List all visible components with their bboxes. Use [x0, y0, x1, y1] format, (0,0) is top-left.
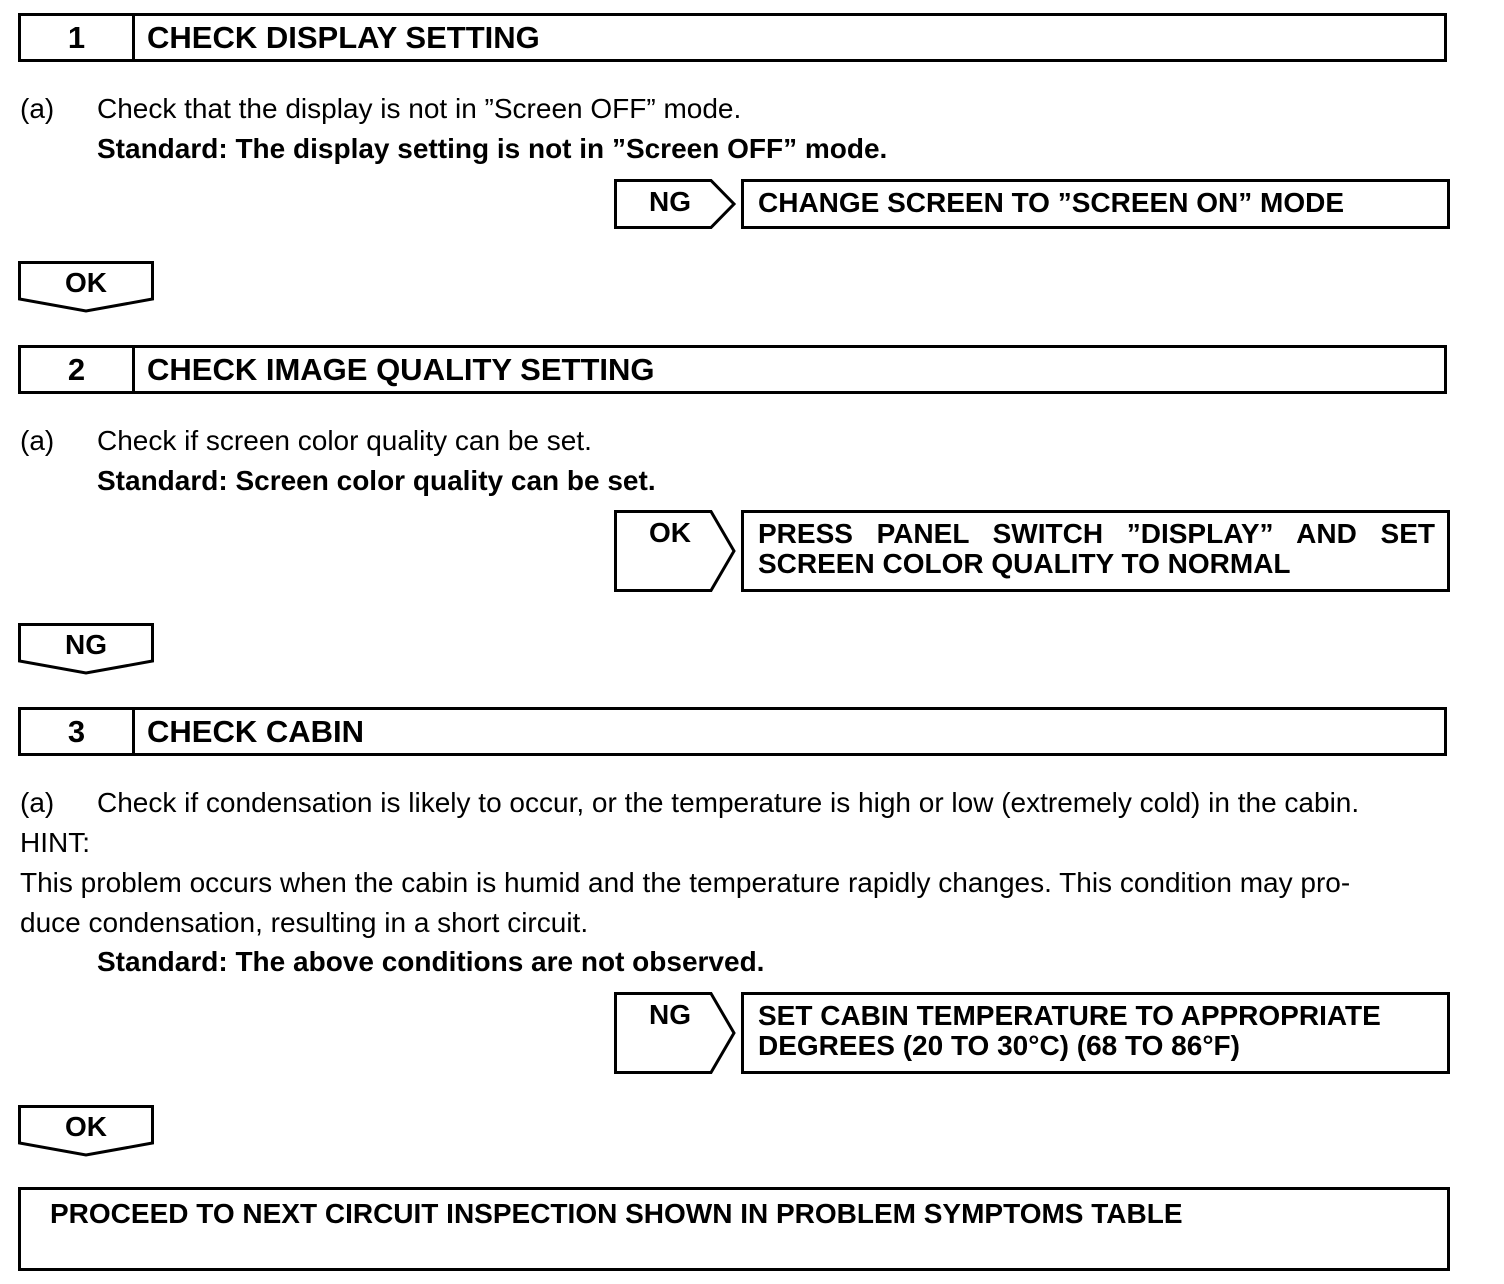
item-text: Check that the display is not in ”Screen OFF” mode. — [97, 93, 742, 124]
result-line: CHANGE SCREEN TO ”SCREEN ON” MODE — [758, 187, 1344, 218]
branch-label: OK — [649, 517, 691, 548]
continue-label: OK — [65, 1111, 107, 1142]
step-3-header — [18, 707, 1447, 756]
step-1-continue-arrow — [18, 261, 154, 313]
step-1-result-box — [741, 179, 1450, 229]
step-2-standard: Standard: Screen color quality can be set. — [97, 465, 656, 496]
item-text: Check if condensation is likely to occur, or the temperature is high or low (extremely cold) in the cabin. — [97, 787, 1360, 818]
step-number: 3 — [21, 710, 135, 753]
step-1-header — [18, 13, 1447, 62]
step-3-continue-arrow — [18, 1105, 154, 1157]
step-title: CHECK CABIN — [147, 713, 364, 749]
hint-line: duce condensation, resulting in a short circuit. — [20, 907, 589, 938]
step-title: CHECK DISPLAY SETTING — [147, 19, 540, 55]
item-text: Check if screen color quality can be set. — [97, 425, 592, 456]
hint-label: HINT: — [20, 827, 90, 858]
branch-label: NG — [649, 186, 691, 217]
result-line: DEGREES (20 TO 30°C) (68 TO 86°F) — [758, 1030, 1240, 1061]
continue-label: NG — [65, 629, 107, 660]
step-2-result-box — [741, 510, 1450, 592]
continue-label: OK — [65, 267, 107, 298]
branch-label: NG — [649, 999, 691, 1030]
item-label: (a) — [20, 787, 55, 818]
step-3-result-box — [741, 992, 1450, 1074]
step-2-continue-arrow — [18, 623, 154, 675]
final-instruction-text: PROCEED TO NEXT CIRCUIT INSPECTION SHOWN IN PROBLEM SYMPTOMS TABLE — [50, 1198, 1183, 1229]
step-number: 2 — [21, 348, 135, 391]
step-3-standard: Standard: The above conditions are not observed. — [97, 946, 765, 977]
step-3-branch-arrow — [614, 992, 734, 1074]
step-1-branch-arrow — [614, 179, 734, 229]
step-number: 1 — [21, 16, 135, 59]
item-label: (a) — [20, 93, 55, 124]
step-2-header — [18, 345, 1447, 394]
step-2-branch-arrow — [614, 510, 734, 592]
result-line: PRESS PANEL SWITCH ”DISPLAY” AND SET — [758, 518, 1435, 549]
step-1-standard: Standard: The display setting is not in ”Screen OFF” mode. — [97, 133, 888, 164]
item-label: (a) — [20, 425, 55, 456]
hint-line: This problem occurs when the cabin is humid and the temperature rapidly changes. This condition may pro- — [20, 867, 1351, 898]
result-line: SCREEN COLOR QUALITY TO NORMAL — [758, 548, 1291, 579]
result-line: SET CABIN TEMPERATURE TO APPROPRIATE — [758, 1000, 1381, 1031]
final-instruction-box — [18, 1187, 1450, 1271]
step-title: CHECK IMAGE QUALITY SETTING — [147, 351, 655, 387]
